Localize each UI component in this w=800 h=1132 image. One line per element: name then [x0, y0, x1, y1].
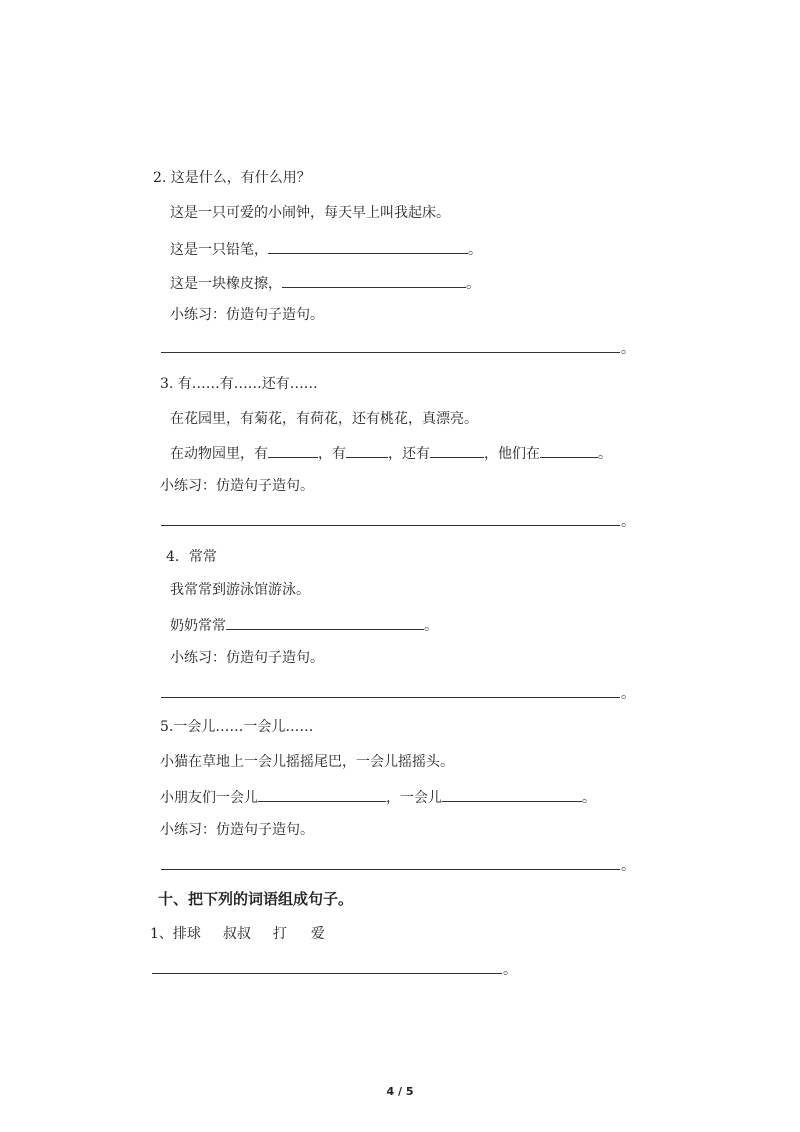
section-3-example: 在花园里，有菊花，有荷花，还有桃花，真漂亮。 — [170, 411, 478, 427]
answer-blank[interactable] — [226, 615, 424, 630]
section-4-title: 4．常常 — [166, 549, 217, 565]
section-5-title: 5.一会儿……一会儿…… — [160, 719, 314, 735]
section-4-example: 我常常到游泳馆游泳。 — [170, 582, 310, 598]
period: 。 — [424, 618, 438, 634]
word-1: 排球 — [172, 926, 201, 942]
period: 。 — [503, 962, 517, 978]
period: 。 — [621, 686, 635, 702]
section-4-practice: 小练习：仿造句子造句。 — [170, 650, 324, 666]
practice-answer-line[interactable] — [161, 697, 620, 698]
section-3-title: 3. 有……有……还有…… — [160, 376, 318, 392]
section-10-item-1 — [150, 925, 325, 943]
section-5-question-text-b: ，一会儿 — [386, 790, 442, 806]
section-3-question — [170, 443, 612, 463]
period: 。 — [621, 858, 635, 874]
period: 。 — [466, 276, 480, 292]
answer-blank[interactable] — [430, 443, 484, 458]
word-4: 爱 — [310, 926, 325, 942]
section-2-example: 这是一只可爱的小闹钟，每天早上叫我起床。 — [170, 205, 450, 221]
period: 。 — [621, 514, 635, 530]
page-number: 4 / 5 — [386, 1085, 414, 1098]
section-10-heading: 十、把下列的词语组成句子。 — [158, 890, 354, 908]
answer-blank[interactable] — [282, 273, 466, 288]
section-3-practice: 小练习：仿造句子造句。 — [160, 478, 314, 494]
practice-answer-line[interactable] — [161, 352, 620, 353]
period: 。 — [582, 790, 596, 806]
item-label: 1、 — [150, 926, 173, 942]
period: 。 — [621, 341, 635, 357]
answer-blank[interactable] — [258, 787, 386, 802]
section-3-question-text-a: 在动物园里，有 — [170, 446, 268, 462]
section-2-practice: 小练习：仿造句子造句。 — [170, 307, 324, 323]
section-5-example: 小猫在草地上一会儿摇摇尾巴，一会儿摇摇头。 — [160, 754, 454, 770]
section-2-question-1 — [170, 239, 482, 259]
answer-blank[interactable] — [268, 443, 318, 458]
section-2-title: 2. 这是什么，有什么用？ — [153, 170, 311, 186]
section-5-practice: 小练习：仿造句子造句。 — [160, 822, 314, 838]
answer-blank[interactable] — [268, 239, 468, 254]
answer-blank[interactable] — [346, 443, 388, 458]
section-5-question-text-a: 小朋友们一会儿 — [160, 790, 258, 806]
practice-answer-line[interactable] — [161, 525, 620, 526]
period: 。 — [468, 242, 482, 258]
section-4-question — [170, 615, 438, 635]
section-3-question-text-d: ，他们在 — [484, 446, 540, 462]
word-3: 打 — [272, 926, 287, 942]
answer-line[interactable] — [152, 973, 502, 974]
section-4-question-text: 奶奶常常 — [170, 618, 226, 634]
section-3-question-text-c: ，还有 — [388, 446, 430, 462]
word-2: 叔叔 — [222, 926, 251, 942]
section-2-question-1-text: 这是一只铅笔， — [170, 242, 268, 258]
practice-answer-line[interactable] — [161, 869, 620, 870]
section-2-question-2-text: 这是一块橡皮擦， — [170, 276, 282, 292]
section-5-question — [160, 787, 596, 807]
answer-blank[interactable] — [540, 443, 598, 458]
section-3-question-text-b: ，有 — [318, 446, 346, 462]
period: 。 — [598, 446, 612, 462]
answer-blank[interactable] — [442, 787, 582, 802]
section-2-question-2 — [170, 273, 480, 293]
